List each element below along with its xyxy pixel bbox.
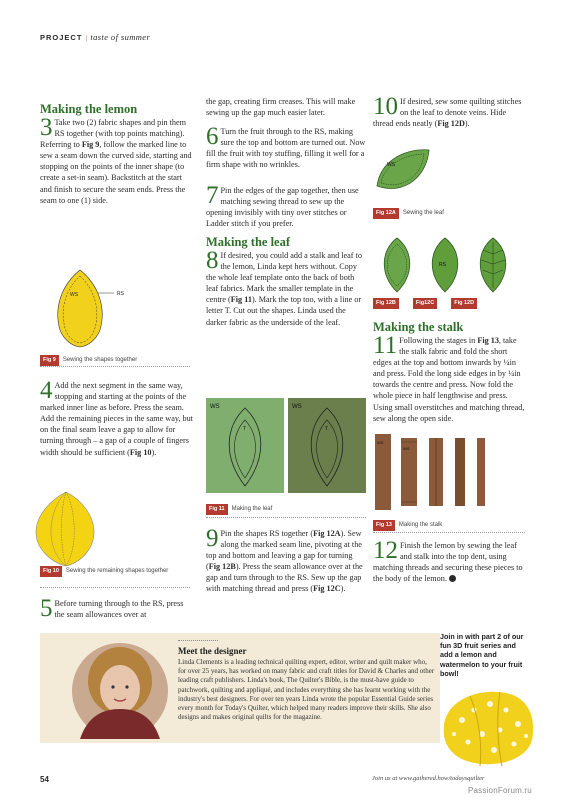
column-1-cont bbox=[40, 377, 193, 461]
section-label: PROJECT bbox=[40, 33, 83, 42]
t-label: T bbox=[325, 426, 329, 432]
step-text: , take the stalk fabric and fold the short edges at the top and bottom inwards by ¼in and press. Fold the long side edges in by ¼in towards the centre and press. Now fold the whole piece in half lengthwise and press. Using small overstitches and matching thread, sew along the open side. bbox=[373, 336, 525, 423]
column-1-end bbox=[40, 595, 193, 623]
column-3-stalk bbox=[373, 320, 525, 427]
step-text: ). Mark the top too, with a line or letter T. Cut out the shapes. Linda used the darker fabric as the underside of the leaf. bbox=[206, 295, 362, 327]
step-text: Take two (2) fabric shapes and pin them RS together (with top points matching). Referring to bbox=[40, 118, 187, 150]
step-6 bbox=[206, 123, 366, 170]
fig12a-caption-text: Sewing the leaf bbox=[402, 210, 444, 216]
fig12d-leaf bbox=[469, 236, 517, 294]
end-mark-icon bbox=[449, 575, 456, 582]
promo-text: Join in with part 2 of our fun 3D fruit series and add a lemon and watermelon to your fruit bowl! bbox=[440, 632, 524, 678]
fig11-tag: Fig 11 bbox=[206, 504, 228, 515]
fig13-tag: Fig 13 bbox=[373, 520, 395, 531]
step-8 bbox=[206, 246, 366, 328]
fig-ref: Fig 12D bbox=[437, 119, 465, 129]
step-7 bbox=[206, 181, 366, 229]
step-text: Add the next segment in the same way, stopping and starting at the points of the marked inner line as before. Press the seam. Add the remaining pieces in the same way, but on the final seam leave a gap to allow for turning through – a gap of a couple of fingers width should be sufficient ( bbox=[40, 381, 193, 457]
step-number: 8 bbox=[206, 246, 219, 274]
fig10-caption-text: Sewing the remaining shapes together bbox=[65, 568, 169, 574]
fig-ref: Fig 9 bbox=[81, 140, 100, 150]
step-text: Turn the fruit through to the RS, making sure the top and bottom are turned out. Now fill the fruit with toy stuffing, filling it well for a firm shape with no wrinkles. bbox=[206, 127, 366, 170]
step-3 bbox=[40, 114, 193, 206]
fig9-lemon-segment bbox=[40, 268, 180, 348]
step-text: If desired, sew some quilting stitches on the leaf to denote veins. Hide thread ends neatly ( bbox=[373, 97, 522, 129]
fig-ref: Fig 11 bbox=[230, 295, 252, 305]
page-header bbox=[40, 32, 150, 42]
rs-label: RS bbox=[117, 291, 124, 297]
fig12bcd-captions bbox=[373, 298, 477, 309]
designer-bio: Linda Clements is a leading technical quilting expert, editor, writer and quilt maker who, for over 25 years, has worked on many fabric and craft titles for David & Charles and other leading craft publishers. Linda's book, The Quilter's Bible, is the must-have guide to patchwork, quilting and appliqué, and includes everything she has learnt working with the industry's best designers. For over ten years Linda wrote the popular Essential Guide series every month for Today's Quilter, which helped many readers improve their skills. She also designs and makes original quilts for the magazine. bbox=[178, 658, 435, 722]
step-text: If desired, you could add a stalk and leaf to the lemon, Linda kept hers without. Copy the whole leaf template onto the back of both leaf fabrics. Mark the smaller template in the centre ( bbox=[206, 250, 362, 305]
step-number: 10 bbox=[373, 93, 398, 120]
meet-designer-panel bbox=[40, 633, 440, 743]
step-text: ). bbox=[464, 119, 470, 129]
step-number: 9 bbox=[206, 525, 219, 552]
fig-ref: Fig 13 bbox=[477, 336, 499, 345]
t-label: T bbox=[243, 426, 247, 432]
ws-label: WS bbox=[387, 162, 396, 168]
step-number: 6 bbox=[206, 123, 219, 151]
step-text: Pin the shapes RS together ( bbox=[220, 529, 314, 538]
step-number: 11 bbox=[373, 332, 398, 359]
step-number: 3 bbox=[40, 114, 53, 141]
fig11-leaf-templates bbox=[206, 398, 366, 493]
fig10-lemon-image bbox=[30, 490, 100, 568]
step-12 bbox=[373, 537, 525, 584]
step-4 bbox=[40, 377, 193, 458]
divider bbox=[178, 640, 218, 641]
heading-making-lemon: Making the lemon bbox=[40, 102, 138, 116]
step-number: 7 bbox=[206, 181, 219, 209]
ws-label: WS bbox=[210, 404, 220, 410]
step-text: , follow the marked line to sew a seam down the curved side, starting and stopping on the points of the inner shape (to create a set-in seam). Backstitch at the start and finish to secure the seam ends. Press the seam to one (1) side. bbox=[40, 140, 192, 205]
column-3-end bbox=[373, 537, 525, 587]
rs-label: RS bbox=[439, 262, 446, 268]
ws-label: WS bbox=[292, 404, 302, 410]
column-1 bbox=[40, 102, 193, 209]
step-5-cont: the gap, creating firm creases. This will make sewing up the gap much easier later. bbox=[206, 97, 356, 118]
step-number: 5 bbox=[40, 595, 53, 622]
divider bbox=[373, 532, 525, 533]
step-9 bbox=[206, 525, 366, 595]
divider bbox=[40, 366, 190, 367]
ws-label: WS bbox=[70, 292, 79, 298]
footer-url: Join us at www.gathered.how/todaysquilter bbox=[372, 775, 485, 782]
section-subtitle: taste of summer bbox=[90, 32, 151, 42]
fig-ref: Fig 12C bbox=[313, 584, 341, 594]
fig12c-leaf bbox=[421, 236, 469, 294]
fig12d-tag: Fig 12D bbox=[451, 298, 477, 309]
step-text: ). bbox=[151, 447, 157, 457]
fig11-caption-text: Making the leaf bbox=[231, 506, 273, 512]
fig11-caption bbox=[206, 504, 272, 515]
designer-photo bbox=[70, 641, 170, 741]
step-5 bbox=[40, 595, 193, 622]
fig9-caption bbox=[40, 355, 137, 366]
step-10 bbox=[373, 93, 525, 129]
fig12a-tag: Fig 12A bbox=[373, 208, 399, 219]
step-text: ). bbox=[340, 584, 346, 594]
fig13-stalk-stages bbox=[373, 432, 513, 514]
step-number: 4 bbox=[40, 377, 53, 404]
fig13-caption-text: Making the stalk bbox=[398, 522, 443, 528]
step-text: Following the stages in bbox=[399, 336, 478, 345]
designer-heading: Meet the designer bbox=[178, 646, 247, 656]
step-text: Pin the edges of the gap together, then use matching sewing thread to sew up the opening invisibly with tiny over stitches or Ladder stitch if you prefer. bbox=[206, 185, 359, 228]
fig-ref: Fig 10 bbox=[129, 447, 152, 457]
ws-label: WS bbox=[403, 446, 410, 451]
divider bbox=[206, 517, 366, 518]
fig12a-caption bbox=[373, 208, 444, 219]
step-text: ). Press the seam allowance over at the gap and turn through to the RS. Sew up the gap with matching thread and press ( bbox=[206, 562, 363, 594]
page-number: 54 bbox=[40, 775, 49, 784]
step-11 bbox=[373, 332, 525, 424]
column-2-end bbox=[206, 525, 366, 598]
header-separator: | bbox=[85, 33, 88, 42]
fig12c-tag: Fig12C bbox=[413, 298, 437, 309]
step-number: 12 bbox=[373, 537, 398, 564]
ws-label: WS bbox=[377, 440, 384, 445]
fig10-tag: Fig 10 bbox=[40, 566, 62, 577]
step-text: Finish the lemon by sewing the leaf and stalk into the top dent, using matching threads and securing these pieces to the body of the lemon. bbox=[373, 541, 523, 584]
fig9-tag: Fig 9 bbox=[40, 355, 59, 366]
fig12b-tag: Fig 12B bbox=[373, 298, 399, 309]
fig12a-leaf bbox=[373, 146, 433, 201]
fig-ref: Fig 12A bbox=[313, 529, 341, 538]
divider bbox=[40, 587, 190, 588]
step-text: ). Sew along the marked seam line, pivoting at the top and bottom and leaving a gap for turning ( bbox=[206, 529, 362, 572]
watermark: PassionForum.ru bbox=[468, 786, 532, 795]
fig9-caption-text: Sewing the shapes together bbox=[62, 357, 138, 363]
fig10-caption bbox=[40, 566, 176, 577]
lemon-photo bbox=[440, 680, 536, 770]
column-2 bbox=[206, 96, 366, 331]
column-3 bbox=[373, 93, 525, 132]
heading-making-stalk: Making the stalk bbox=[373, 320, 464, 334]
fig12b-leaf bbox=[373, 236, 421, 294]
heading-making-leaf: Making the leaf bbox=[206, 234, 291, 249]
fig13-caption bbox=[373, 520, 442, 531]
fig-ref: Fig 12B bbox=[208, 562, 236, 572]
step-text: Before turning through to the RS, press the seam allowances over at bbox=[54, 599, 184, 620]
